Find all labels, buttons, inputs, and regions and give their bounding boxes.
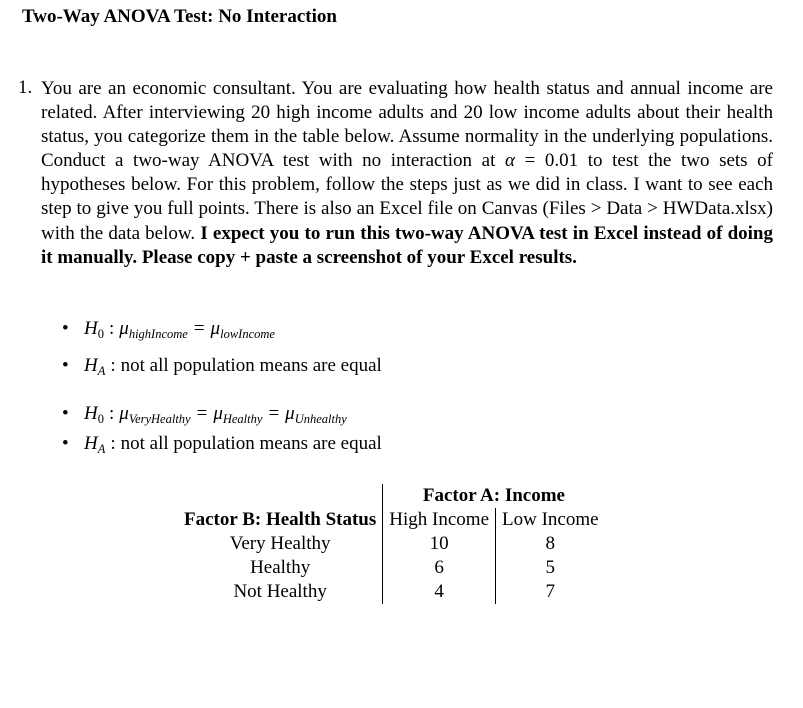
column-header-low-income: Low Income bbox=[496, 508, 605, 532]
alpha-equals: = bbox=[524, 150, 536, 172]
table-cell: 6 bbox=[383, 556, 496, 580]
row-label: Very Healthy bbox=[229, 533, 331, 554]
bullet-icon: • bbox=[62, 355, 69, 376]
mu-subscript-low-income: lowIncome bbox=[220, 327, 275, 341]
equals-sign: = bbox=[193, 318, 205, 339]
column-header-high-income: High Income bbox=[383, 508, 496, 532]
table-cell: 7 bbox=[496, 580, 605, 604]
colon: : bbox=[108, 318, 115, 339]
ha-text: not all population means are equal bbox=[120, 433, 382, 454]
mu-symbol: μ bbox=[285, 403, 295, 424]
table-cell-empty bbox=[178, 484, 383, 508]
mu-symbol: μ bbox=[119, 403, 129, 424]
question-text-part-2: to test the two sets of hypotheses below. For this problem, follow the steps just as we did in class. I want to see each step to give you full points. There is also an Excel file on Canvas (Files > Data > HWData.xlsx) with the data below. bbox=[41, 150, 773, 244]
colon: : bbox=[108, 403, 115, 424]
table-row bbox=[178, 508, 605, 532]
colon: : bbox=[110, 355, 116, 376]
mu-symbol: μ bbox=[119, 318, 129, 339]
factor-a-header: Factor A: Income bbox=[383, 484, 605, 508]
ha-subscript: A bbox=[97, 364, 106, 378]
question-text bbox=[41, 77, 773, 270]
table-cell: 10 bbox=[383, 532, 496, 556]
mu-subscript-very-healthy: VeryHealthy bbox=[128, 412, 191, 426]
equals-sign: = bbox=[268, 403, 280, 424]
row-label: Not Healthy bbox=[233, 581, 327, 602]
factor-b-header: Factor B: Health Status bbox=[184, 509, 377, 530]
table-row bbox=[178, 532, 605, 556]
question-instruction-bold: I expect you to run this two-way ANOVA test in Excel instead of doing it manually. Please copy + paste a screenshot of your Excel results. bbox=[41, 222, 773, 268]
table-cell: 5 bbox=[496, 556, 605, 580]
question-number: 1. bbox=[18, 77, 33, 98]
mu-symbol: μ bbox=[213, 403, 223, 424]
table-row bbox=[178, 556, 605, 580]
mu-subscript-high-income: highIncome bbox=[128, 327, 188, 341]
h0-subscript: 0 bbox=[97, 412, 104, 426]
ha-symbol: H bbox=[84, 433, 98, 454]
h0-subscript: 0 bbox=[97, 327, 104, 341]
mu-symbol: μ bbox=[210, 318, 221, 339]
alpha-value: 0.01 bbox=[544, 150, 579, 172]
bullet-icon: • bbox=[62, 318, 69, 339]
page-title: Two-Way ANOVA Test: No Interaction bbox=[22, 6, 337, 27]
h0-symbol: H bbox=[84, 318, 98, 339]
alpha-symbol: α bbox=[504, 150, 515, 172]
table-row bbox=[178, 484, 605, 508]
row-label: Healthy bbox=[250, 557, 311, 578]
table-cell: 4 bbox=[383, 580, 496, 604]
ha-text: not all population means are equal bbox=[120, 355, 382, 376]
ha-symbol: H bbox=[84, 355, 98, 376]
table-cell: 8 bbox=[496, 532, 605, 556]
bullet-icon: • bbox=[62, 403, 69, 424]
ha-subscript: A bbox=[97, 442, 106, 456]
table-row bbox=[178, 580, 605, 604]
bullet-icon: • bbox=[62, 433, 69, 454]
data-table bbox=[178, 484, 605, 604]
mu-subscript-unhealthy: Unhealthy bbox=[294, 412, 347, 426]
equals-sign: = bbox=[196, 403, 208, 424]
question-text-part-1: You are an economic consultant. You are evaluating how health status and annual income are related. After interviewing 20 high income adults and 20 low income adults about their health status, you categorize them in the table below. Assume normality in the underlying populations. Conduct a two-way ANOVA test with no interaction at bbox=[41, 78, 773, 172]
colon: : bbox=[110, 433, 116, 454]
mu-subscript-healthy: Healthy bbox=[222, 412, 263, 426]
h0-symbol: H bbox=[84, 403, 98, 424]
